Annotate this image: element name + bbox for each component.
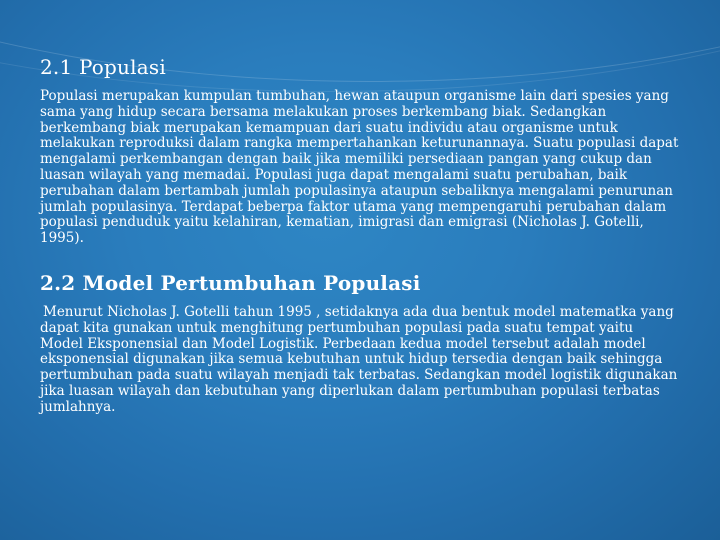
slide-content: [40, 55, 680, 416]
section-body-populasi: Populasi merupakan kumpulan tumbuhan, hewan ataupun organisme lain dari spesies yang sama yang hidup secara bersama melakukan proses berkembang biak. Sedangkan berkembang biak merupakan kemampuan dari suatu individu atau organisme untuk melakukan reproduksi dalam rangka mempertahankan keturunannaya. Suatu populasi dapat mengalami perkembangan dengan baik jika memiliki persediaan pangan yang cukup dan luasan wilayah yang memadai. Populasi juga dapat mengalami suatu perubahan, baik perubahan dalam bertambah jumlah populasinya ataupun sebaliknya mengalami penurunan jumlah populasinya. Terdapat beberpa faktor utama yang mempengaruhi perubahan dalam populasi penduduk yaitu kelahiran, kematian, imigrasi dan emigrasi (Nicholas J. Gotelli, 1995).: [40, 88, 679, 247]
section-title-populasi: 2.1 Populasi: [40, 55, 166, 79]
section-title-model-pertumbuhan: 2.2 Model Pertumbuhan Populasi: [40, 270, 421, 295]
section-body-model-pertumbuhan: Menurut Nicholas J. Gotelli tahun 1995 , setidaknya ada dua bentuk model matematka yang dapat kita gunakan untuk menghitung pertumbuhan populasi pada suatu tempat yaitu Model Eksponensial dan Model Logistik. Perbedaan kedua model tersebut adalah model eksponensial digunakan jika semua kebutuhan untuk hidup tersedia dengan baik sehingga pertumbuhan pada suatu wilayah menjadi tak terbatas. Sedangkan model logistik digunakan jika luasan wilayah dan kebutuhan yang diperlukan dalam pertumbuhan populasi terbatas jumlahnya.: [40, 303, 678, 415]
